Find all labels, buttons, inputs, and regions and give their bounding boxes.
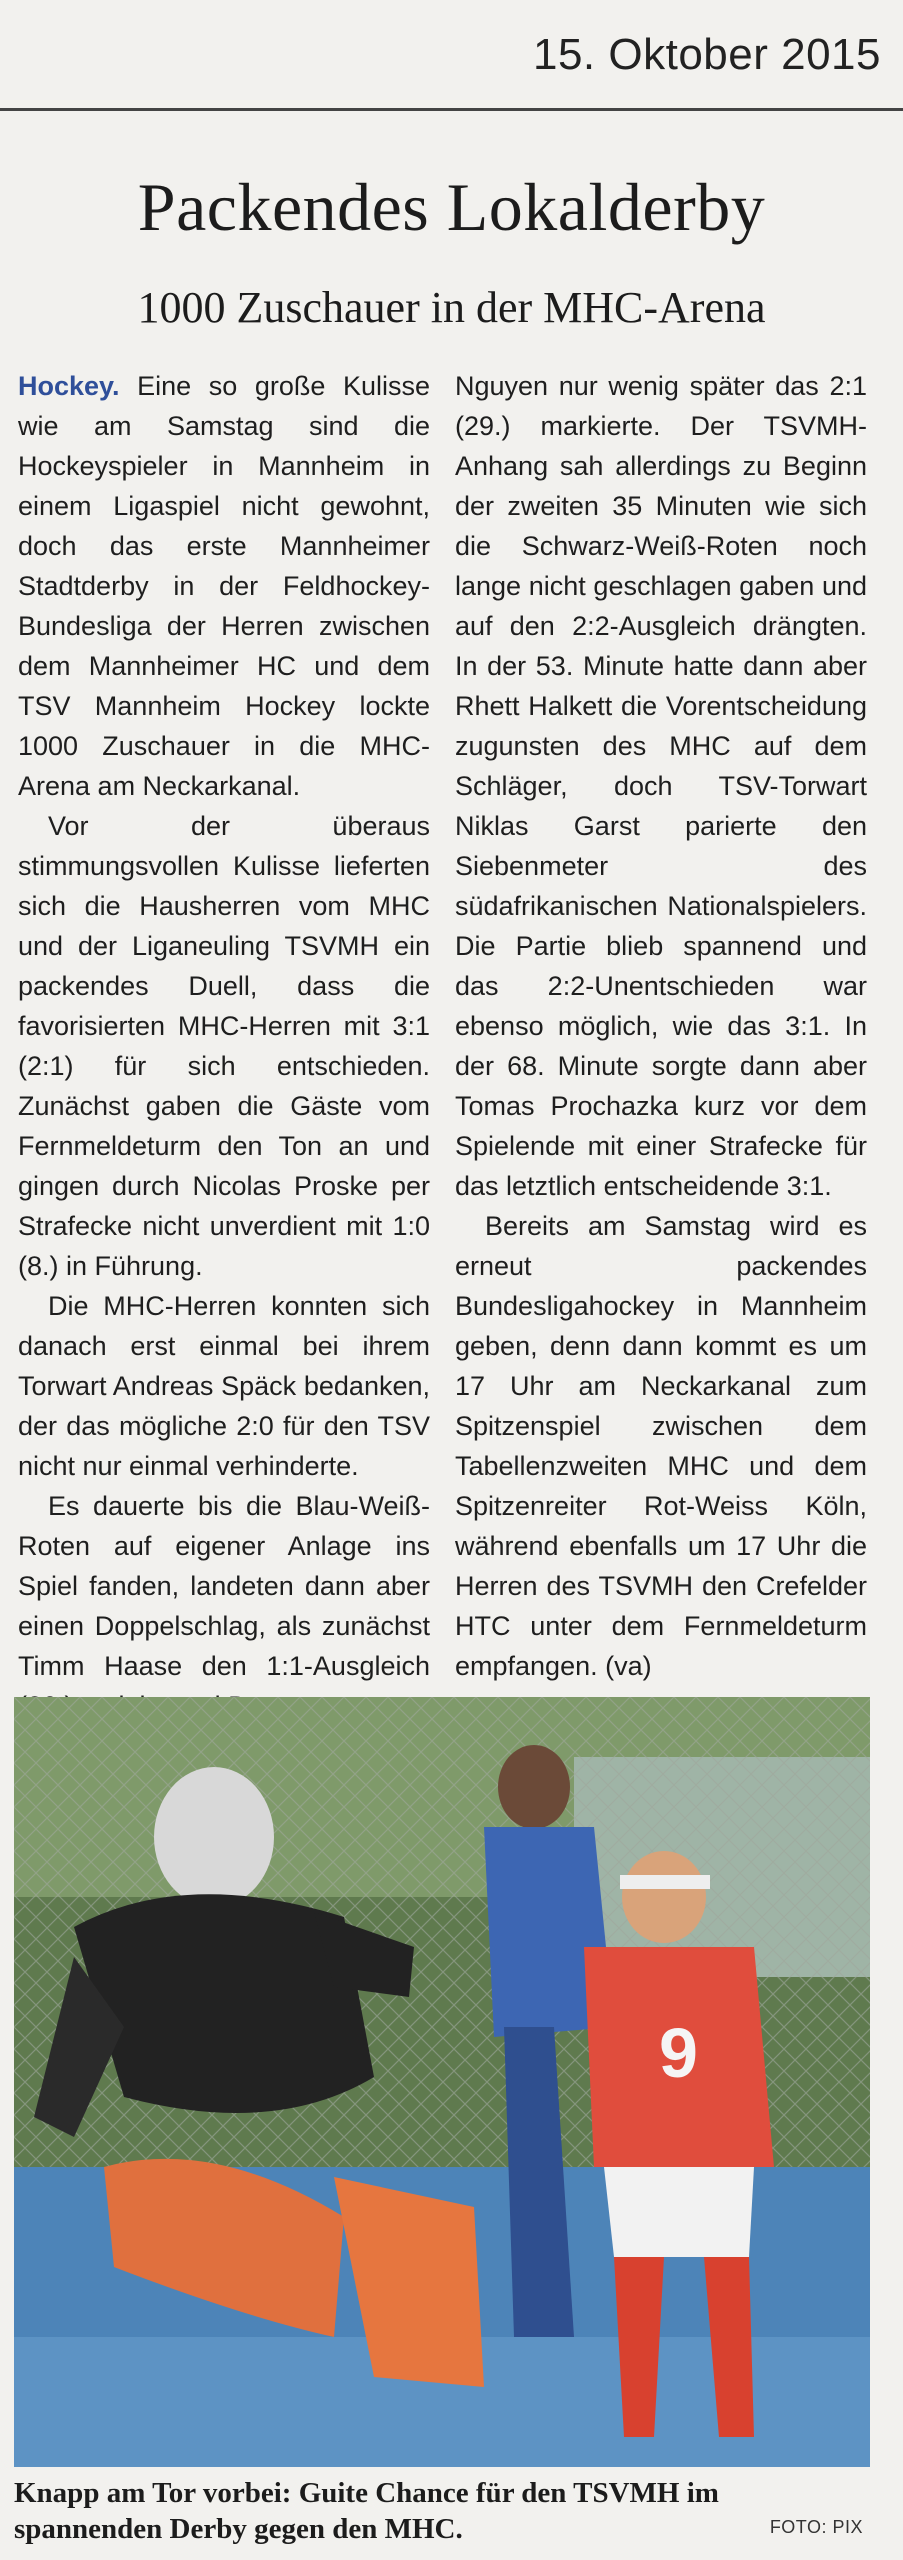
article-paragraph: Es dauerte bis die Blau-Weiß-Roten auf eigener Anlage ins Spiel fanden, landeten dann aber einen Doppelschlag, als zunächst Timm Haase den 1:1-Ausgleich	[18, 1491, 430, 1681]
article-paragraph: Nguyen nur wenig später das 2:1 (29.) markierte. Der TSVMH-Anhang sah allerdings zu Beginn der zweiten 35 Minuten wie sich die Schwarz-Weiß-Roten noch lange nicht geschlagen gaben und auf den 2:2-Ausgleich drängten. In der 53. Minute hatte dann aber Rhett Halkett die Vorentscheidung zugunsten des MHC auf dem Schläger, doch TSV-Torwart Niklas Garst parierte den Siebenmeter des südafrikanischen Nationalspielers. Die Partie blieb spannend und das 2:2-Unentschieden war ebenso möglich, wie das 3:1. In der 68. Minute sorgte dann aber Tomas Prochazka kurz vor dem Spielende mit einer Strafecke für das letztlich entscheidende 3:1.	[455, 371, 867, 1201]
article-paragraph: Die MHC-Herren konnten sich danach erst einmal bei ihrem Torwart Andreas Späck bedanken, der das mögliche 2:0 für den TSV nicht nur einmal verhinderte.	[18, 1291, 430, 1481]
article-column-right	[455, 366, 867, 1686]
article-headline: Packendes Lokalderby	[137, 169, 766, 245]
article-paragraph: Vor der überaus stimmungsvollen Kulisse lieferten sich die Hausherren vom MHC und der Liganeuling TSVMH ein packendes Duell, dass die favorisierten MHC-Herren mit 3:1 (2:1) für sich entschieden. Zunächst gaben die Gäste vom Fernmeldeturm den Ton an und gingen durch Nicolas Proske per Strafecke nicht unverdient mit 1:0 (8.) in Führung.	[18, 811, 430, 1281]
hockey-match-photo	[14, 1697, 870, 2467]
issue-date: 15. Oktober 2015	[532, 30, 881, 79]
header-rule	[0, 108, 903, 111]
jersey-number: 9	[659, 2014, 698, 2092]
photo-credit: FOTO: PIX	[769, 2517, 863, 2537]
article-paragraph	[18, 366, 430, 806]
article-column-left	[18, 366, 430, 1726]
article-subheadline: 1000 Zuschauer in der MHC-Arena	[137, 283, 766, 332]
article-paragraph: Bereits am Samstag wird es erneut packendes Bundesligahockey in Mannheim geben, denn dann kommt es um 17 Uhr am Neckarkanal zum Spitzenspiel zwischen dem Tabellenzweiten MHC und dem Spitzenreiter Rot-Weiss Köln, während ebenfalls um 17 Uhr die Herren des TSVMH den Crefelder HTC unter dem Fernmeldeturm empfangen. (va)	[455, 1211, 867, 1681]
photo-caption: Knapp am Tor vorbei: Guite Chance für den TSVMH im spannenden Derby gegen den MHC.	[14, 2477, 719, 2545]
paragraph-text: Eine so große Kulisse wie am Samstag sind die Hockeyspieler in Mannheim in einem Ligaspiel nicht gewohnt, doch das erste Mannheimer Stadtderby in der Feldhockey-Bundesliga der Herren zwischen dem Mannheimer HC und dem TSV Mannheim Hockey lockte 1000 Zuschauer in die MHC-Arena am Neckarkanal.	[18, 371, 430, 801]
section-kicker: Hockey.	[18, 371, 120, 401]
goalkeeper-helmet	[154, 1767, 274, 1907]
